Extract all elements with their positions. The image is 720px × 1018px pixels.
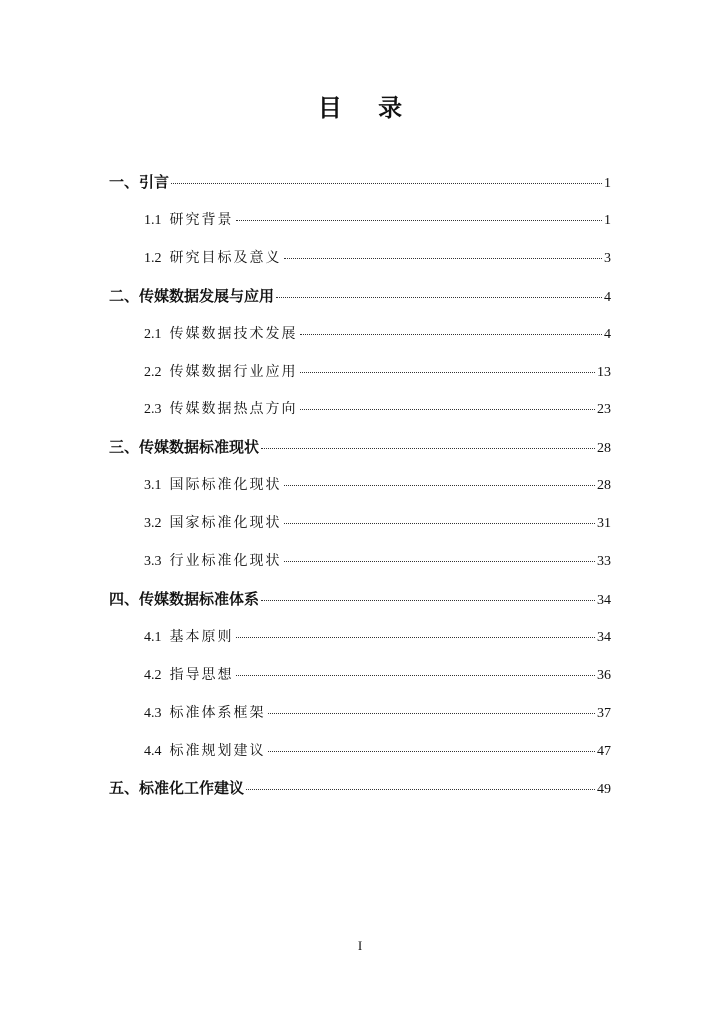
toc-entry-label: 标准体系框架 bbox=[169, 704, 266, 721]
toc-section-number: 4.4 bbox=[144, 743, 162, 759]
toc-page-number: 34 bbox=[597, 592, 611, 608]
toc-chapter-entry[interactable] bbox=[109, 171, 611, 193]
toc-section-entry[interactable] bbox=[144, 702, 611, 724]
toc-page-number: 47 bbox=[597, 743, 611, 759]
toc-dot-leader bbox=[246, 789, 595, 790]
toc-section-entry[interactable] bbox=[144, 398, 611, 420]
toc-section-entry[interactable] bbox=[144, 740, 611, 762]
toc-section-entry[interactable] bbox=[144, 323, 611, 345]
toc-chapter-entry[interactable] bbox=[109, 436, 611, 458]
toc-page-number: 1 bbox=[604, 212, 611, 228]
toc-section-entry[interactable] bbox=[144, 361, 611, 383]
toc-page-number: 4 bbox=[604, 289, 611, 305]
toc-section-number: 2.3 bbox=[144, 402, 162, 418]
toc-section-number: 4.1 bbox=[144, 629, 162, 645]
toc-dot-leader bbox=[284, 523, 596, 524]
toc-dot-leader bbox=[284, 561, 596, 562]
toc-section-entry[interactable] bbox=[144, 626, 611, 648]
toc-section-number: 4.3 bbox=[144, 705, 162, 721]
toc-entry-label: 三、传媒数据标准现状 bbox=[109, 438, 260, 457]
toc-dot-leader bbox=[300, 334, 603, 335]
page-folio: I bbox=[357, 938, 363, 953]
toc-dot-leader bbox=[236, 675, 596, 676]
toc-section-number: 3.3 bbox=[144, 554, 162, 569]
toc-dot-leader bbox=[300, 372, 596, 373]
toc-section-number: 3.1 bbox=[144, 478, 162, 494]
toc-page-number: 13 bbox=[597, 364, 611, 380]
toc-chapter-entry[interactable] bbox=[109, 285, 611, 307]
toc-dot-leader bbox=[268, 713, 596, 714]
toc-page-number: 23 bbox=[597, 402, 611, 418]
toc-section-number: 1.1 bbox=[144, 212, 162, 228]
toc-dot-leader bbox=[261, 600, 595, 601]
toc-entry-label: 研究背景 bbox=[169, 211, 234, 228]
toc-entry-label: 研究目标及意义 bbox=[169, 249, 282, 266]
toc-page-number: 34 bbox=[597, 629, 611, 645]
toc-dot-leader bbox=[276, 297, 602, 298]
toc-page-number: 33 bbox=[597, 554, 611, 569]
toc-entry-label: 基本原则 bbox=[169, 628, 234, 645]
toc-page-number: 37 bbox=[597, 705, 611, 721]
toc-entry-label: 一、引言 bbox=[109, 173, 170, 191]
toc-section-number: 1.2 bbox=[144, 250, 162, 266]
toc-dot-leader bbox=[171, 183, 602, 184]
toc-section-entry[interactable] bbox=[144, 550, 611, 572]
toc-entry-label: 传媒数据热点方向 bbox=[169, 401, 298, 418]
toc-page-number: 28 bbox=[597, 478, 611, 494]
toc-page-number: 4 bbox=[604, 326, 611, 342]
toc-section-entry[interactable] bbox=[144, 247, 611, 269]
toc-entry-label: 五、标准化工作建议 bbox=[109, 779, 245, 798]
toc-chapter-entry[interactable] bbox=[109, 588, 611, 610]
toc-entry-label: 二、传媒数据发展与应用 bbox=[109, 286, 275, 305]
toc-section-entry[interactable] bbox=[144, 474, 611, 496]
toc-page-number: 31 bbox=[597, 516, 611, 532]
toc-section-number: 2.1 bbox=[144, 326, 162, 342]
toc-section-number: 2.2 bbox=[144, 364, 162, 380]
toc-dot-leader bbox=[236, 220, 603, 221]
toc-entry-label: 国际标准化现状 bbox=[169, 477, 282, 494]
toc-dot-leader bbox=[284, 485, 596, 486]
toc-entry-label: 传媒数据技术发展 bbox=[169, 325, 298, 342]
toc-dot-leader bbox=[236, 637, 596, 638]
toc-page-number: 36 bbox=[597, 667, 611, 683]
toc-dot-leader bbox=[268, 751, 596, 752]
toc-page-number: 3 bbox=[604, 250, 611, 266]
toc-section-entry[interactable] bbox=[144, 209, 611, 231]
toc-entry-label: 四、传媒数据标准体系 bbox=[109, 589, 260, 608]
toc-entry-label: 传媒数据行业应用 bbox=[169, 363, 298, 380]
toc-entry-label: 指导思想 bbox=[169, 666, 234, 683]
toc-entry-label: 国家标准化现状 bbox=[169, 515, 282, 532]
toc-entry-label: 标准规划建议 bbox=[169, 742, 266, 759]
toc-dot-leader bbox=[300, 409, 596, 410]
page-title: 目 录 bbox=[317, 94, 417, 122]
toc-dot-leader bbox=[261, 448, 595, 449]
toc-section-number: 4.2 bbox=[144, 667, 162, 683]
toc-section-entry[interactable] bbox=[144, 512, 611, 534]
toc-entry-label: 行业标准化现状 bbox=[169, 553, 282, 569]
toc-section-number: 3.2 bbox=[144, 516, 162, 532]
toc-page-number: 1 bbox=[604, 176, 611, 191]
toc-dot-leader bbox=[284, 258, 603, 259]
toc-page-number: 28 bbox=[597, 441, 611, 457]
toc-page-number: 49 bbox=[597, 782, 611, 798]
toc-section-entry[interactable] bbox=[144, 664, 611, 686]
toc-chapter-entry[interactable] bbox=[109, 777, 611, 799]
